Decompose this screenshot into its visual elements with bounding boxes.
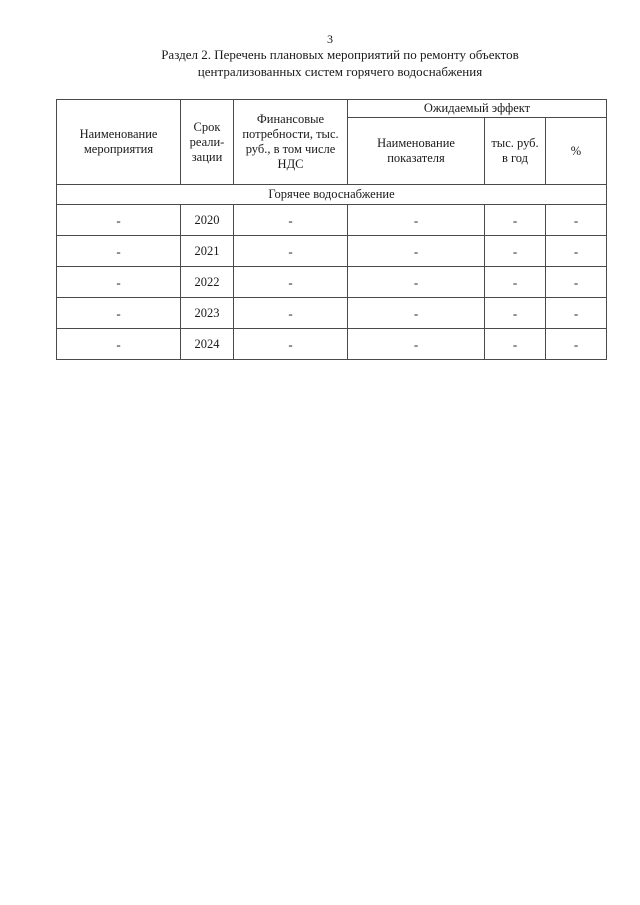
table-row: [57, 267, 607, 298]
header-activity: Наименование мероприятия: [57, 100, 181, 185]
plan-table: [56, 99, 607, 360]
table-row: [57, 236, 607, 267]
table-row: [57, 298, 607, 329]
header-indicator: Наименование показателя: [348, 118, 485, 185]
cell-activity: -: [57, 205, 181, 236]
cell-percent: -: [546, 298, 607, 329]
cell-activity: -: [57, 267, 181, 298]
cell-activity: -: [57, 298, 181, 329]
section-title: [40, 46, 640, 80]
cell-finance: -: [234, 329, 348, 360]
cell-thousand: -: [485, 236, 546, 267]
cell-indicator: -: [348, 298, 485, 329]
cell-thousand: -: [485, 329, 546, 360]
cell-percent: -: [546, 329, 607, 360]
cell-percent: -: [546, 205, 607, 236]
cell-indicator: -: [348, 267, 485, 298]
cell-thousand: -: [485, 298, 546, 329]
cell-year: 2022: [181, 267, 234, 298]
cell-year: 2020: [181, 205, 234, 236]
header-thousand-rub: тыс. руб. в год: [485, 118, 546, 185]
cell-year: 2024: [181, 329, 234, 360]
cell-percent: -: [546, 267, 607, 298]
cell-finance: -: [234, 236, 348, 267]
page-number: 3: [327, 32, 333, 46]
cell-activity: -: [57, 329, 181, 360]
cell-activity: -: [57, 236, 181, 267]
cell-thousand: -: [485, 267, 546, 298]
table-row: [57, 329, 607, 360]
cell-indicator: -: [348, 205, 485, 236]
header-term: Срок реали-зации: [181, 100, 234, 185]
title-line-2: централизованных систем горячего водоснабжения: [197, 64, 483, 79]
header-row-top: [57, 100, 607, 118]
cell-indicator: -: [348, 236, 485, 267]
title-line-1: Раздел 2. Перечень плановых мероприятий по ремонту объектов: [161, 47, 519, 62]
header-percent: %: [546, 118, 607, 185]
cell-thousand: -: [485, 205, 546, 236]
section-hot-water: Горячее водоснабжение: [57, 185, 607, 205]
cell-finance: -: [234, 267, 348, 298]
cell-year: 2023: [181, 298, 234, 329]
cell-finance: -: [234, 298, 348, 329]
cell-year: 2021: [181, 236, 234, 267]
header-finance: Финансовые потребности, тыс. руб., в том числе НДС: [234, 100, 348, 185]
header-effect: Ожидаемый эффект: [348, 100, 607, 118]
section-row: [57, 185, 607, 205]
cell-indicator: -: [348, 329, 485, 360]
table-row: [57, 205, 607, 236]
cell-finance: -: [234, 205, 348, 236]
cell-percent: -: [546, 236, 607, 267]
